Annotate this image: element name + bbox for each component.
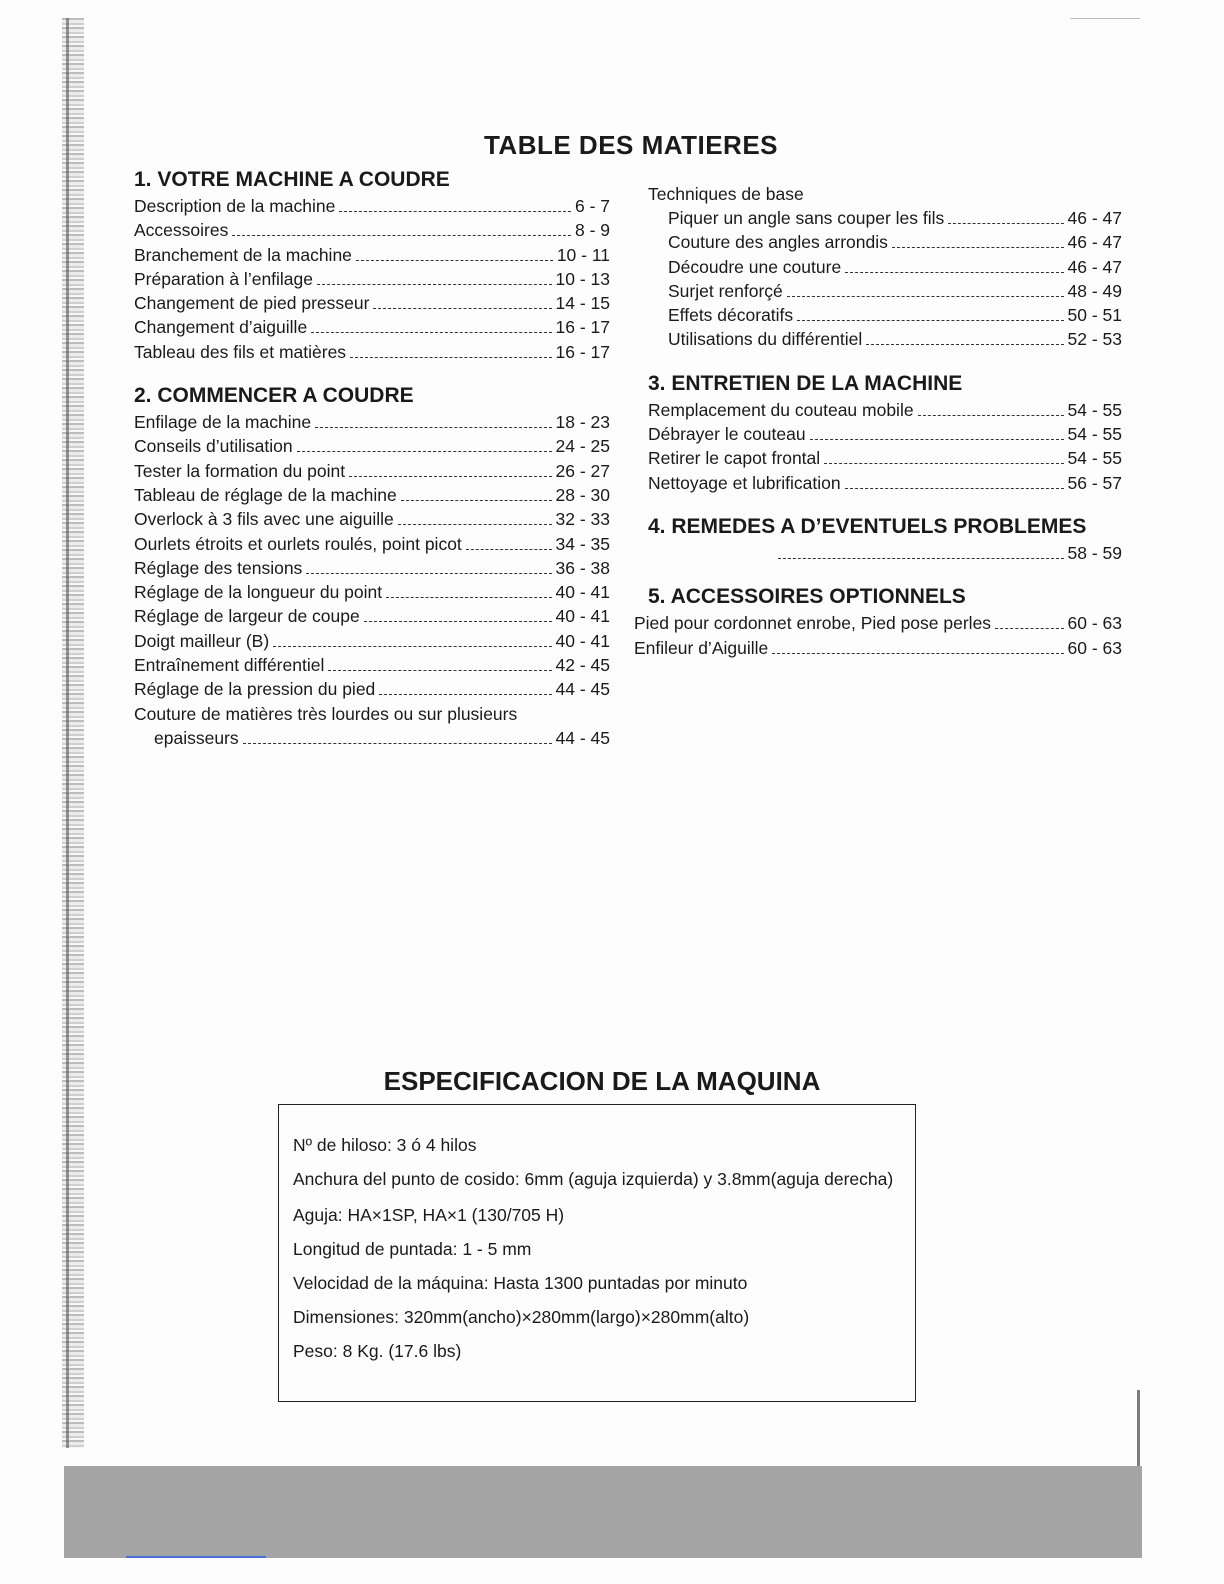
toc-section-2 xyxy=(120,384,610,752)
toc-entry: Utilisations du différentiel 52 - 53 xyxy=(668,329,1122,350)
toc-entry: Couture des angles arrondis 46 - 47 xyxy=(668,232,1122,253)
toc-entry: Entraînement différentiel 42 - 45 xyxy=(134,655,610,676)
page-title: TABLE DES MATIERES xyxy=(483,130,779,160)
toc-entry: Conseils d’utilisation 24 - 25 xyxy=(134,436,610,457)
spec-box xyxy=(278,1104,916,1402)
toc-entry: Pied pour cordonnet enrobe, Pied pose perles 60 - 63 xyxy=(634,613,1122,634)
toc-entry: Réglage de la pression du pied 44 - 45 xyxy=(134,679,610,700)
toc-entry: Changement de pied presseur 14 - 15 xyxy=(134,293,610,314)
toc-entry: Découdre une couture 46 - 47 xyxy=(668,256,1122,277)
scan-bottom-line xyxy=(126,1556,266,1558)
toc-left-column xyxy=(120,168,610,770)
scan-top-line xyxy=(1070,18,1140,19)
toc-entry: Description de la machine 6 - 7 xyxy=(134,196,610,216)
section-heading: 1. VOTRE MACHINE A COUDRE xyxy=(134,168,450,191)
section-heading: 2. COMMENCER A COUDRE xyxy=(134,384,414,408)
scan-right-mark xyxy=(1137,1390,1140,1476)
toc-entry: Remplacement du couteau mobile 54 - 55 xyxy=(648,399,1122,420)
toc-entry: Branchement de la machine 10 - 11 xyxy=(134,244,610,265)
section-heading: 5. ACCESSOIRES OPTIONNELS xyxy=(648,585,966,609)
toc-entry: Débrayer le couteau 54 - 55 xyxy=(648,424,1122,445)
section-heading: 4. REMEDES A D’EVENTUELS PROBLEMES xyxy=(648,514,1087,538)
spec-line-needle: Aguja: HA×1SP, HA×1 (130/705 H) xyxy=(293,1205,565,1225)
toc-entry: Changement d’aiguille 16 - 17 xyxy=(134,317,610,338)
toc-section-1 xyxy=(120,168,610,366)
toc-entry: Enfileur d’Aiguille 60 - 63 xyxy=(634,637,1122,658)
toc-entry: Réglage des tensions 36 - 38 xyxy=(134,557,610,578)
toc-entry-multiline-second: epaisseurs 44 - 45 xyxy=(154,727,610,748)
toc-entry: Tableau de réglage de la machine 28 - 30 xyxy=(134,484,610,505)
toc-entry: Effets décoratifs 50 - 51 xyxy=(668,305,1122,326)
toc-entry: Tester la formation du point 26 - 27 xyxy=(134,460,610,481)
toc-entry: Réglage de la longueur du point 40 - 41 xyxy=(134,582,610,603)
toc-techniques xyxy=(634,184,1122,354)
toc-entry-multiline-first: Couture de matières très lourdes ou sur plusieurs xyxy=(134,703,518,724)
toc-section-5 xyxy=(634,585,1122,662)
toc-entry: Tableau des fils et matières 16 - 17 xyxy=(134,341,610,362)
spec-line-dimensions: Dimensiones: 320mm(ancho)×280mm(largo)×280mm(alto) xyxy=(293,1307,750,1327)
section-heading: 3. ENTRETIEN DE LA MACHINE xyxy=(648,371,963,395)
toc-entry: Overlock à 3 fils avec une aiguille 32 - 33 xyxy=(134,509,610,530)
toc-entry: Retirer le capot frontal 54 - 55 xyxy=(648,448,1122,469)
toc-entry: 58 - 59 xyxy=(634,543,1122,567)
toc-right-column xyxy=(634,184,1122,680)
toc-entry: Réglage de largeur de coupe 40 - 41 xyxy=(134,606,610,627)
scan-edge-line xyxy=(66,18,69,1448)
toc-section-4 xyxy=(634,515,1122,567)
toc-entry: Surjet renforçé 48 - 49 xyxy=(668,280,1122,301)
spec-line-speed: Velocidad de la máquina: Hasta 1300 puntadas por minuto xyxy=(293,1273,748,1293)
toc-entry: Enfilage de la machine 18 - 23 xyxy=(134,412,610,433)
spec-line-weight: Peso: 8 Kg. (17.6 lbs) xyxy=(293,1341,462,1361)
spec-line-stitch-length: Longitud de puntada: 1 - 5 mm xyxy=(293,1239,532,1259)
toc-entry: Piquer un angle sans couper les fils 46 - 47 xyxy=(668,208,1122,228)
toc-entry: Ourlets étroits et ourlets roulés, point picot 34 - 35 xyxy=(134,533,610,554)
toc-entry: Préparation à l’enfilage 10 - 13 xyxy=(134,268,610,289)
scan-bottom-band xyxy=(64,1466,1142,1558)
spec-line-threads: Nº de hiloso: 3 ó 4 hilos xyxy=(293,1135,477,1155)
toc-entry: Doigt mailleur (B) 40 - 41 xyxy=(134,630,610,651)
techniques-label: Techniques de base xyxy=(648,184,804,204)
toc-entry: Nettoyage et lubrification 56 - 57 xyxy=(648,472,1122,493)
spec-line-stitch-width: Anchura del punto de cosido: 6mm (aguja izquierda) y 3.8mm(aguja derecha) xyxy=(293,1169,894,1189)
toc-entry: Accessoires 8 - 9 xyxy=(134,220,610,241)
spec-title: ESPECIFICACION DE LA MAQUINA xyxy=(383,1066,821,1096)
toc-section-3 xyxy=(634,372,1122,497)
